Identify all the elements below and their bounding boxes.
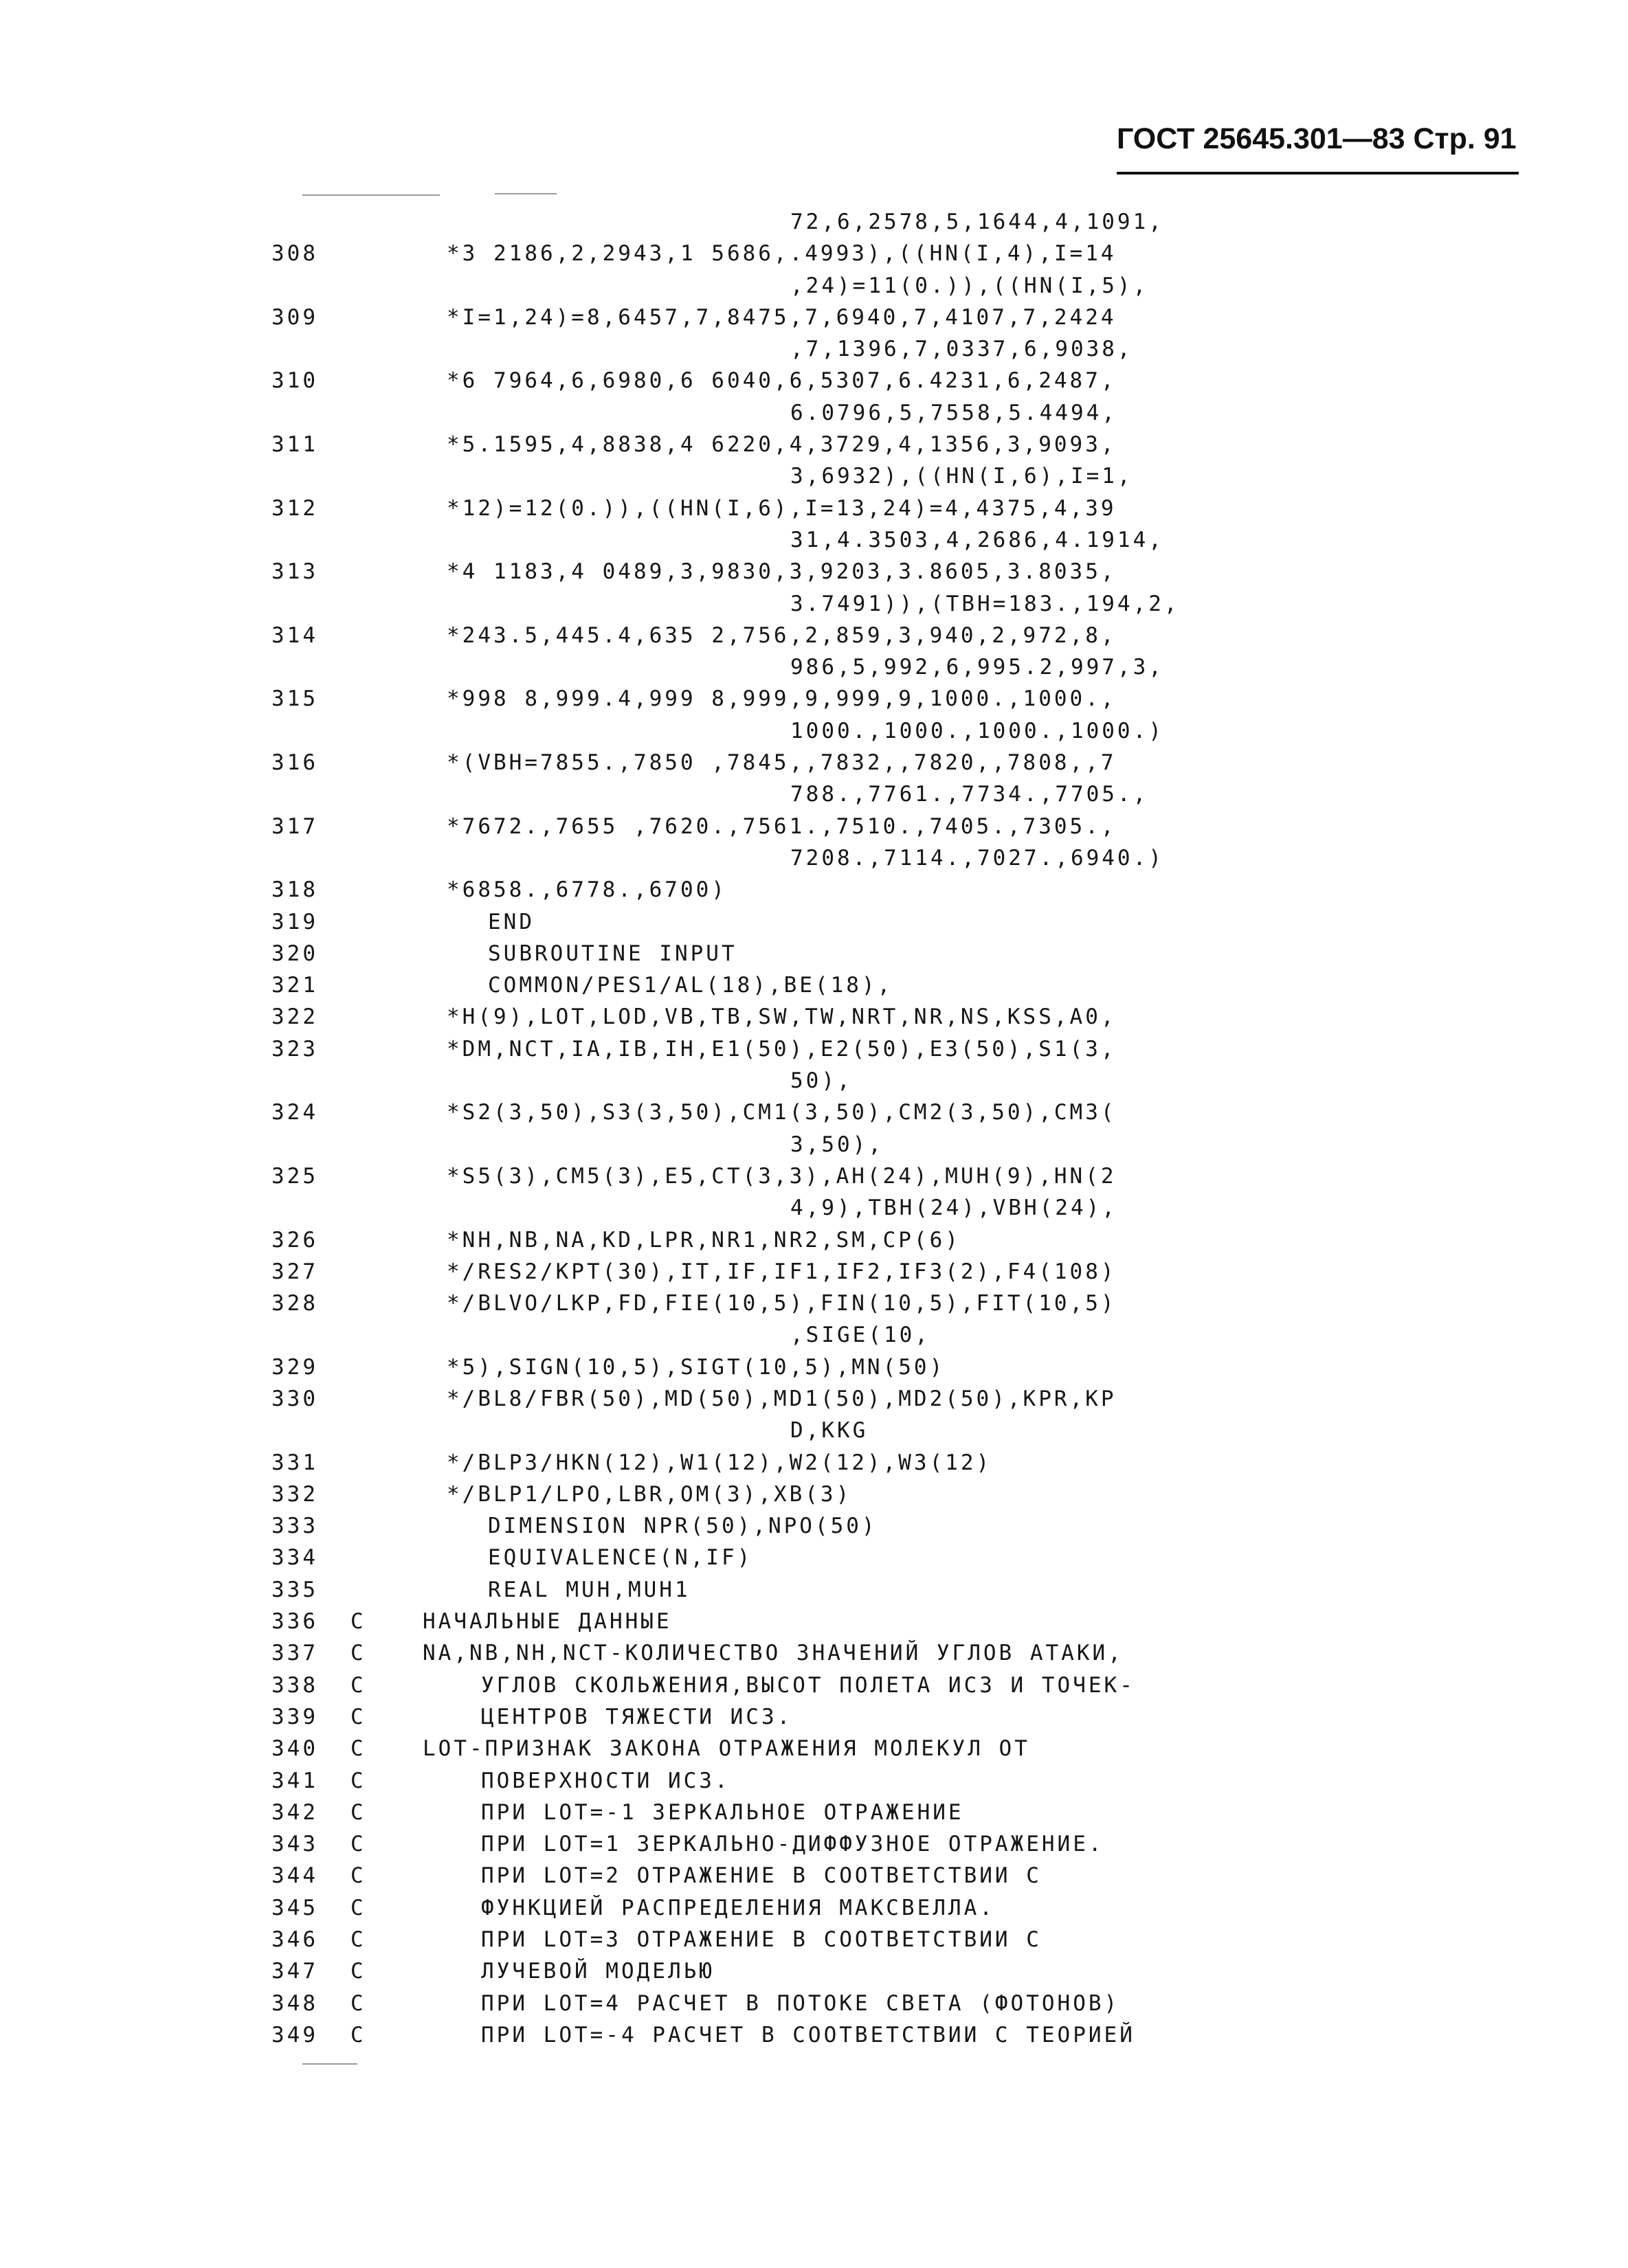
line-code: *998 8,999.4,999 8,999,9,999,9,1000.,1000.,: [447, 686, 1117, 712]
line-code: *I=1,24)=8,6457,7,8475,7,6940,7,4107,7,2424: [447, 304, 1117, 330]
line-code: *7672.,7655 ,7620.,7561.,7510.,7405.,7305.,: [447, 813, 1117, 839]
code-line: [0, 1510, 1628, 1542]
line-number: 337: [271, 1641, 318, 1666]
code-line: [0, 429, 1628, 460]
line-code: ПРИ LOT=1 ЗЕРКАЛЬНО-ДИФФУЗНОЕ ОТРАЖЕНИЕ.: [481, 1832, 1104, 1857]
line-code: ,7,1396,7,0337,6,9038,: [790, 337, 1133, 362]
line-number: 336: [271, 1609, 318, 1635]
code-line: [0, 1797, 1628, 1828]
code-line: [0, 524, 1628, 556]
line-code: *S5(3),CM5(3),E5,CT(3,3),AH(24),MUH(9),HN(2: [447, 1163, 1117, 1189]
line-code: *H(9),LOT,LOD,VB,TB,SW,TW,NRT,NR,NS,KSS,A0,: [447, 1004, 1117, 1030]
line-number: 319: [271, 909, 318, 934]
line-code: *(VBH=7855.,7850 ,7845,,7832,,7820,,7808,,7: [447, 750, 1117, 776]
line-code: ЛУЧЕВОЙ МОДЕЛЬЮ: [481, 1959, 715, 1984]
comment-marker: C: [350, 1736, 366, 1762]
line-code: *S2(3,50),S3(3,50),CM1(3,50),CM2(3,50),CM3(: [447, 1100, 1117, 1125]
line-code: LOT-ПРИЗНАК ЗАКОНА ОТРАЖЕНИЯ МОЛЕКУЛ ОТ: [423, 1736, 1030, 1762]
scan-mark: [495, 193, 557, 194]
line-code: 50),: [790, 1068, 853, 1094]
line-number: 321: [271, 973, 318, 998]
line-number: 333: [271, 1514, 318, 1539]
line-code: УГЛОВ СКОЛЬЖЕНИЯ,ВЫСОТ ПОЛЕТА ИСЗ И ТОЧЕК-: [481, 1672, 1135, 1698]
code-line: [0, 397, 1628, 429]
code-line: [0, 556, 1628, 587]
line-code: ПРИ LOT=-1 ЗЕРКАЛЬНОЕ ОТРАЖЕНИЕ: [481, 1799, 964, 1825]
line-code: COMMON/PES1/AL(18),BE(18),: [488, 973, 893, 998]
line-number: 325: [271, 1163, 318, 1189]
code-line: [0, 1415, 1628, 1446]
line-code: REAL MUH,MUH1: [488, 1577, 691, 1602]
line-code: *6858.,6778.,6700): [447, 877, 727, 903]
line-number: 344: [271, 1863, 318, 1889]
code-line: [0, 1988, 1628, 2019]
line-code: *NH,NB,NA,KD,LPR,NR1,NR2,SM,CP(6): [447, 1227, 961, 1253]
comment-marker: C: [350, 1704, 366, 1729]
line-number: 326: [271, 1227, 318, 1253]
line-code: 3,50),: [790, 1132, 884, 1157]
line-code: DIMENSION NPR(50),NPO(50): [488, 1514, 878, 1539]
line-code: */BL8/FBR(50),MD(50),MD1(50),MD2(50),KPR,KP: [447, 1386, 1117, 1411]
line-number: 331: [271, 1450, 318, 1475]
code-line: [0, 238, 1628, 269]
code-line: [0, 1892, 1628, 1924]
line-number: 349: [271, 2022, 318, 2047]
line-code: *DM,NCT,IA,IB,IH,E1(50),E2(50),E3(50),S1(3,: [447, 1036, 1117, 1062]
line-number: 345: [271, 1895, 318, 1920]
line-code: */BLVO/LKP,FD,FIE(10,5),FIN(10,5),FIT(10,5): [447, 1291, 1117, 1316]
line-number: 340: [271, 1736, 318, 1762]
line-code: *12)=12(0.)),((HN(I,6),I=13,24)=4,4375,4,39: [447, 495, 1117, 521]
code-line: [0, 938, 1628, 969]
line-number: 330: [271, 1386, 318, 1411]
line-number: 310: [271, 368, 318, 394]
code-line: [0, 842, 1628, 874]
code-line: [0, 1256, 1628, 1288]
line-number: 309: [271, 304, 318, 330]
comment-marker: C: [350, 1799, 366, 1825]
code-line: [0, 811, 1628, 842]
line-code: *5.1595,4,8838,4 6220,4,3729,4,1356,3,9093,: [447, 432, 1117, 458]
line-code: ПРИ LOT=4 РАСЧЕТ В ПОТОКЕ СВЕТА (ФОТОНОВ): [481, 1990, 1120, 2016]
line-number: 320: [271, 941, 318, 966]
comment-marker: C: [350, 1609, 366, 1635]
line-code: *4 1183,4 0489,3,9830,3,9203,3.8605,3.8035,: [447, 559, 1117, 585]
code-line: [0, 1160, 1628, 1192]
code-line: [0, 1001, 1628, 1033]
line-code: NA,NB,NH,NCT-КОЛИЧЕСТВО ЗНАЧЕНИЙ УГЛОВ АТАКИ,: [423, 1641, 1124, 1666]
line-number: 316: [271, 750, 318, 776]
code-line: [0, 651, 1628, 683]
comment-marker: C: [350, 1832, 366, 1857]
line-number: 323: [271, 1036, 318, 1062]
line-number: 332: [271, 1481, 318, 1507]
code-line: [0, 1479, 1628, 1510]
line-number: 318: [271, 877, 318, 903]
code-line: [0, 302, 1628, 333]
code-line: [0, 747, 1628, 778]
code-line: [0, 1224, 1628, 1256]
code-line: [0, 1924, 1628, 1955]
code-line: [0, 1701, 1628, 1733]
code-line: [0, 1065, 1628, 1097]
line-code: 788.,7761.,7734.,7705.,: [790, 782, 1149, 807]
code-line: [0, 1319, 1628, 1351]
line-code: */RES2/KPT(30),IT,IF,IF1,IF2,IF3(2),F4(108): [447, 1259, 1117, 1284]
code-line: [0, 1606, 1628, 1637]
line-number: 348: [271, 1990, 318, 2016]
code-line: [0, 906, 1628, 938]
page-header: [1117, 122, 1519, 175]
line-code: SUBROUTINE INPUT: [488, 941, 737, 966]
line-code: D,KKG: [790, 1418, 869, 1444]
line-number: 338: [271, 1672, 318, 1698]
line-code: ПРИ LOT=3 ОТРАЖЕНИЕ В СООТВЕТСТВИИ С: [481, 1927, 1042, 1953]
scan-mark: [302, 194, 440, 196]
code-line: [0, 874, 1628, 906]
line-number: 312: [271, 495, 318, 521]
code-line: [0, 1765, 1628, 1797]
line-code: ФУНКЦИЕЙ РАСПРЕДЕЛЕНИЯ МАКСВЕЛЛА.: [481, 1895, 995, 1920]
line-code: ,SIGE(10,: [790, 1323, 930, 1348]
line-number: 327: [271, 1259, 318, 1284]
comment-marker: C: [350, 1990, 366, 2016]
code-line: [0, 1955, 1628, 1987]
comment-marker: C: [350, 1959, 366, 1984]
code-line: [0, 715, 1628, 747]
code-line: [0, 206, 1628, 238]
line-code: ПОВЕРХНОСТИ ИСЗ.: [481, 1768, 731, 1793]
line-number: 311: [271, 432, 318, 458]
header-text: ГОСТ 25645.301—83 Стр. 91: [1117, 122, 1517, 155]
code-line: [0, 1383, 1628, 1415]
code-line: [0, 683, 1628, 715]
comment-marker: C: [350, 1895, 366, 1920]
line-number: 317: [271, 813, 318, 839]
line-code: ПРИ LOT=2 ОТРАЖЕНИЕ В СООТВЕТСТВИИ С: [481, 1863, 1042, 1889]
line-code: *243.5,445.4,635 2,756,2,859,3,940,2,972,8,: [447, 622, 1117, 648]
comment-marker: C: [350, 1641, 366, 1666]
line-code: НАЧАЛЬНЫЕ ДАННЫЕ: [423, 1609, 672, 1635]
code-line: [0, 1447, 1628, 1479]
line-number: 339: [271, 1704, 318, 1729]
code-line: [0, 270, 1628, 302]
line-code: EQUIVALENCE(N,IF): [488, 1545, 753, 1571]
code-line: [0, 778, 1628, 810]
code-line: [0, 1033, 1628, 1065]
comment-marker: C: [350, 1768, 366, 1793]
line-code: 31,4.3503,4,2686,4.1914,: [790, 527, 1164, 552]
line-number: 308: [271, 241, 318, 267]
code-line: [0, 1828, 1628, 1860]
code-line: [0, 969, 1628, 1001]
line-code: END: [488, 909, 535, 934]
line-number: 322: [271, 1004, 318, 1030]
code-line: [0, 1129, 1628, 1160]
code-line: [0, 2019, 1628, 2051]
line-code: 72,6,2578,5,1644,4,1091,: [790, 210, 1164, 234]
comment-marker: C: [350, 1927, 366, 1953]
line-code: */BLP3/HKN(12),W1(12),W2(12),W3(12): [447, 1450, 992, 1475]
code-listing: [0, 206, 1628, 2051]
code-line: [0, 620, 1628, 651]
code-line: [0, 1860, 1628, 1891]
code-line: [0, 1288, 1628, 1319]
code-line: [0, 1542, 1628, 1573]
comment-marker: C: [350, 2022, 366, 2047]
code-line: [0, 1351, 1628, 1383]
line-code: ПРИ LOT=-4 РАСЧЕТ В СООТВЕТСТВИИ С ТЕОРИЕЙ: [481, 2022, 1135, 2047]
line-number: 313: [271, 559, 318, 585]
line-number: 342: [271, 1799, 318, 1825]
line-code: *6 7964,6,6980,6 6040,6,5307,6.4231,6,2487,: [447, 368, 1117, 394]
code-line: [0, 365, 1628, 396]
line-code: */BLP1/LPO,LBR,OM(3),XB(3): [447, 1481, 852, 1507]
line-code: 6.0796,5,7558,5.4494,: [790, 400, 1117, 425]
code-line: [0, 1574, 1628, 1606]
code-line: [0, 1192, 1628, 1224]
line-number: 334: [271, 1545, 318, 1571]
line-code: *3 2186,2,2943,1 5686,.4993),((HN(I,4),I=14: [447, 241, 1117, 267]
line-code: ,24)=11(0.)),((HN(I,5),: [790, 273, 1149, 298]
code-line: [0, 333, 1628, 365]
line-number: 341: [271, 1768, 318, 1793]
line-code: *5),SIGN(10,5),SIGT(10,5),MN(50): [447, 1354, 946, 1380]
code-line: [0, 1637, 1628, 1669]
line-code: 7208.,7114.,7027.,6940.): [790, 845, 1164, 871]
code-line: [0, 460, 1628, 492]
line-number: 335: [271, 1577, 318, 1602]
header-rule: [1117, 172, 1519, 175]
line-code: 3,6932),((HN(I,6),I=1,: [790, 464, 1133, 489]
line-code: 4,9),TBH(24),VBH(24),: [790, 1195, 1117, 1221]
comment-marker: C: [350, 1863, 366, 1889]
line-number: 328: [271, 1291, 318, 1316]
code-line: [0, 1097, 1628, 1128]
line-code: 3.7491)),(TBH=183.,194,2,: [790, 591, 1180, 616]
line-number: 314: [271, 622, 318, 648]
line-number: 315: [271, 686, 318, 712]
line-number: 346: [271, 1927, 318, 1953]
scan-mark: [302, 2063, 357, 2065]
line-code: ЦЕНТРОВ ТЯЖЕСТИ ИСЗ.: [481, 1704, 793, 1729]
line-code: 986,5,992,6,995.2,997,3,: [790, 655, 1164, 680]
line-number: 343: [271, 1832, 318, 1857]
comment-marker: C: [350, 1672, 366, 1698]
line-number: 329: [271, 1354, 318, 1380]
line-number: 347: [271, 1959, 318, 1984]
line-number: 324: [271, 1100, 318, 1125]
line-code: 1000.,1000.,1000.,1000.): [790, 718, 1164, 743]
code-line: [0, 1733, 1628, 1764]
code-line: [0, 1670, 1628, 1701]
code-line: [0, 493, 1628, 524]
code-line: [0, 588, 1628, 620]
